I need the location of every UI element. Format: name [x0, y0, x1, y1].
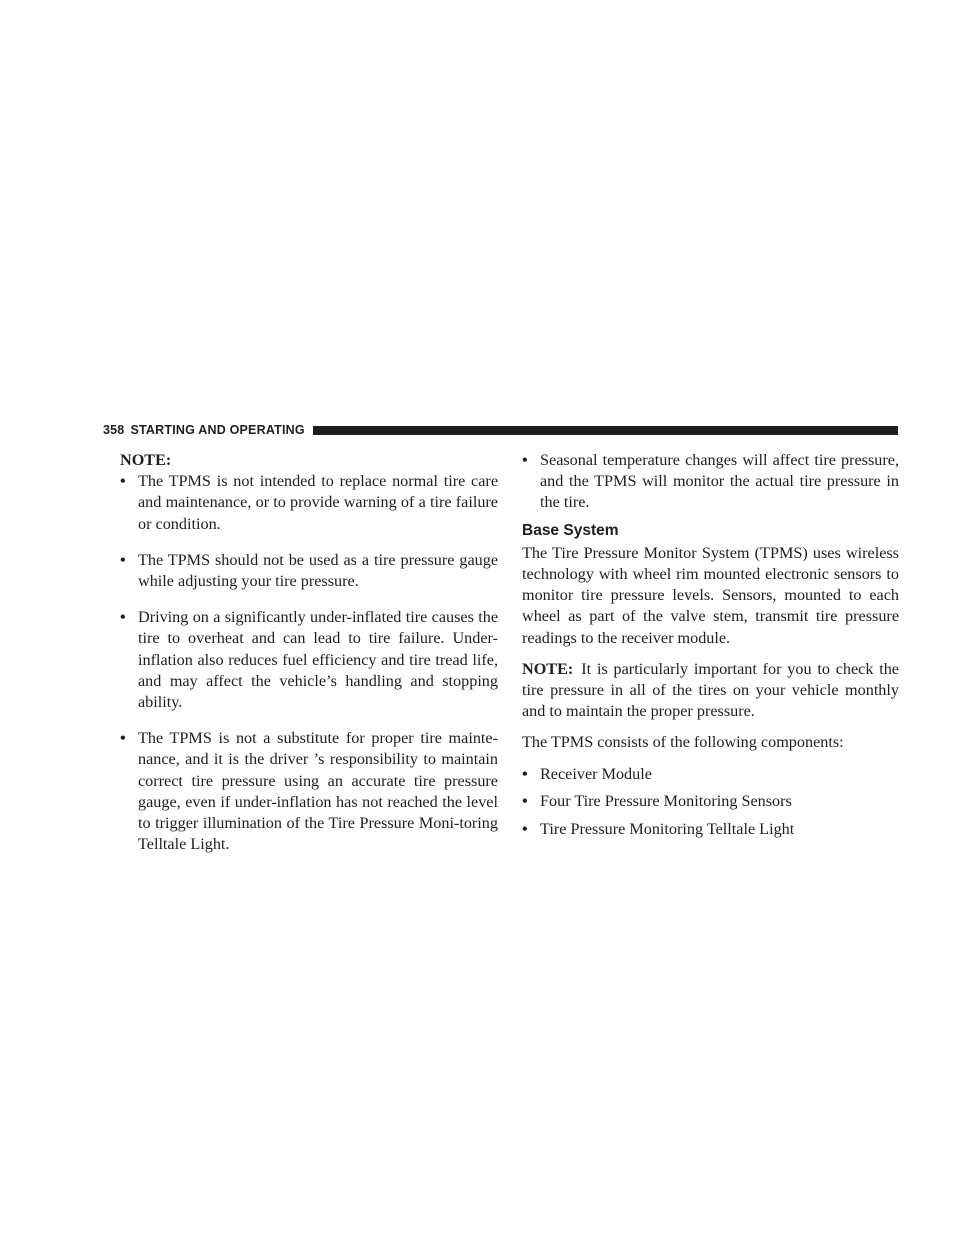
- section-heading: Base System: [522, 521, 619, 539]
- components-list: [522, 764, 899, 841]
- right-column: [522, 450, 899, 847]
- bullet-icon: •: [120, 729, 126, 748]
- list-item: • Driving on a significantly under-inflated tire causes the tire to overheat and can lead to tire failure. Under-inflation also reduces fuel efficiency and tire tread life, and may affect the vehicle’s handling and stopping ability.: [120, 608, 498, 712]
- list-item: • Seasonal temperature changes will affect tire pressure, and the TPMS will monitor the actual tire pressure in the tire.: [522, 451, 899, 512]
- page-header: [103, 421, 898, 439]
- bullet-icon: •: [522, 764, 528, 783]
- header-rule: [313, 426, 898, 435]
- continued-bullet-list: [522, 450, 899, 514]
- bullet-icon: •: [120, 550, 126, 569]
- bullet-icon: •: [120, 472, 126, 491]
- list-item: • Receiver Module: [522, 764, 899, 785]
- page-number: 358: [103, 423, 125, 437]
- bullet-icon: •: [522, 820, 528, 839]
- note-label: NOTE:: [120, 451, 172, 469]
- section-title: STARTING AND OPERATING: [130, 423, 305, 437]
- body-paragraph: The Tire Pressure Monitor System (TPMS) uses wireless technology with wheel rim mounted electronic sensors to monitor tire pressure levels. Sensors, mounted to each wheel as part of the valve stem, transmit tire pressure readings to the receiver module.: [522, 543, 899, 647]
- bullet-icon: •: [120, 608, 126, 627]
- left-column: [120, 450, 498, 870]
- note-bullet-list: [120, 471, 498, 855]
- note-paragraph: NOTE: It is particularly important for you to check the tire pressure in all of the tires on your vehicle monthly and to maintain the proper pressure.: [522, 659, 899, 721]
- list-item: • The TPMS is not intended to replace normal tire care and maintenance, or to provide warning of a tire failure or condition.: [120, 472, 498, 533]
- bullet-icon: •: [522, 791, 528, 810]
- note-label: NOTE:: [522, 659, 574, 678]
- list-item: • Four Tire Pressure Monitoring Sensors: [522, 791, 899, 812]
- list-item: • Tire Pressure Monitoring Telltale Light: [522, 819, 899, 840]
- body-paragraph: The TPMS consists of the following components:: [522, 733, 844, 752]
- header-text: [103, 423, 305, 437]
- list-item: • The TPMS should not be used as a tire pressure gauge while adjusting your tire pressure.: [120, 550, 498, 591]
- list-item: • The TPMS is not a substitute for proper tire mainte-nance, and it is the driver ’s responsibility to maintain correct tire pressure using an accurate tire pressure gauge, even if under-inflation has not reached the level to trigger illumination of the Tire Pressure Moni-toring Telltale Light.: [120, 729, 498, 854]
- bullet-icon: •: [522, 451, 528, 469]
